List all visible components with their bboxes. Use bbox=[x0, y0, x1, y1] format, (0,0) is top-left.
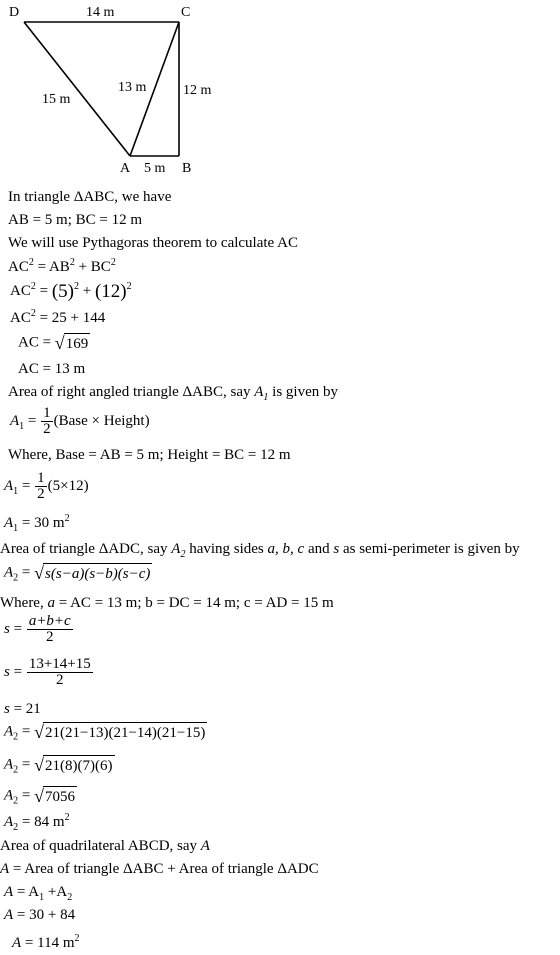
sqrt-symbol: √ 7056 bbox=[34, 786, 76, 806]
fraction: $\frac{13+14+15}{2}$ bbox=[28, 656, 91, 688]
equation-line: s = 21 bbox=[4, 701, 41, 717]
text-line: Where, Base = AB = 5 m; Height = BC = 12 m bbox=[8, 447, 291, 463]
fraction: $\frac{a+b+c}{2}$ bbox=[28, 613, 71, 645]
equation-line: $A_2$ = √ s(s−a)(s−b)(s−c) bbox=[4, 563, 151, 584]
label-ab: 5 m bbox=[144, 161, 166, 176]
label-dc: 14 m bbox=[86, 5, 115, 20]
text-line: A = Area of triangle ΔABC + Area of triangle ΔADC bbox=[0, 861, 319, 877]
equation-line: AC = √ 169 bbox=[18, 333, 89, 353]
equation-line: $A_1$ = $\frac{1}{2}$ (5×12) bbox=[4, 470, 89, 502]
quadrilateral-figure bbox=[0, 0, 240, 178]
sqrt-symbol: √ 169 bbox=[54, 333, 89, 353]
vertex-d: D bbox=[9, 5, 20, 20]
equation-line: A = 114 $m^2$ bbox=[12, 933, 80, 951]
equation-line: $A_2$ = √ 21(8)(7)(6) bbox=[4, 755, 113, 776]
equation-line: $AC^2 = 25 + 144$ bbox=[10, 308, 106, 326]
text-line: We will use Pythagoras theorem to calculate AC bbox=[8, 235, 298, 251]
fraction: $\frac{1}{2}$ bbox=[43, 405, 51, 437]
equation-line: $AC^2 = (5)^2 + (12)^2$ bbox=[10, 281, 132, 302]
vertex-b: B bbox=[182, 161, 192, 176]
text-line: Area of quadrilateral ABCD, say A bbox=[0, 838, 210, 854]
equation-line: $AC^2 = AB^2 + BC^2$ bbox=[8, 257, 116, 275]
equation-line: s = $\frac{a+b+c}{2}$ bbox=[4, 613, 71, 645]
equation-line: $A_2 = 84$ $m^2$ bbox=[4, 812, 70, 833]
side-ad bbox=[24, 22, 130, 156]
equation-line: $A_2$ = √ 7056 bbox=[4, 786, 76, 807]
label-ad: 15 m bbox=[42, 92, 71, 107]
label-bc: 12 m bbox=[183, 83, 212, 98]
equation-line: $A = A_1 +A_2$ bbox=[4, 884, 73, 903]
text-line: Where, a = AC = 13 m; b = DC = 14 m; c = AD = 15 m bbox=[0, 595, 334, 611]
text-line: In triangle ΔABC, we have bbox=[8, 189, 172, 205]
text-line: Area of right angled triangle ΔABC, say $A_1$ is given by bbox=[8, 384, 339, 403]
equation-line: $A_1$ = $\frac{1}{2}$ (Base × Height) bbox=[10, 405, 150, 437]
equation-line: s = $\frac{13+14+15}{2}$ bbox=[4, 656, 91, 688]
equation-line: $A_1 = 30$ $m^2$ bbox=[4, 513, 70, 534]
text-line: AB = 5 m; BC = 12 m bbox=[8, 212, 143, 228]
equation-line: A = 30 + 84 bbox=[4, 907, 76, 923]
text-line: AC = 13 m bbox=[18, 361, 86, 377]
text-line: Area of triangle ΔADC, say $A_2$ having sides a, b, c and s as semi-perimeter is given by bbox=[0, 541, 520, 560]
label-ac: 13 m bbox=[118, 80, 147, 95]
sqrt-symbol: √ 21(21−13)(21−14)(21−15) bbox=[34, 722, 206, 742]
fraction: $\frac{1}{2}$ bbox=[37, 470, 45, 502]
sqrt-symbol: √ s(s−a)(s−b)(s−c) bbox=[34, 563, 151, 583]
sqrt-symbol: √ 21(8)(7)(6) bbox=[34, 755, 113, 775]
equation-line: $A_2$ = √ 21(21−13)(21−14)(21−15) bbox=[4, 722, 206, 743]
vertex-c: C bbox=[181, 5, 191, 20]
vertex-a: A bbox=[120, 161, 131, 176]
